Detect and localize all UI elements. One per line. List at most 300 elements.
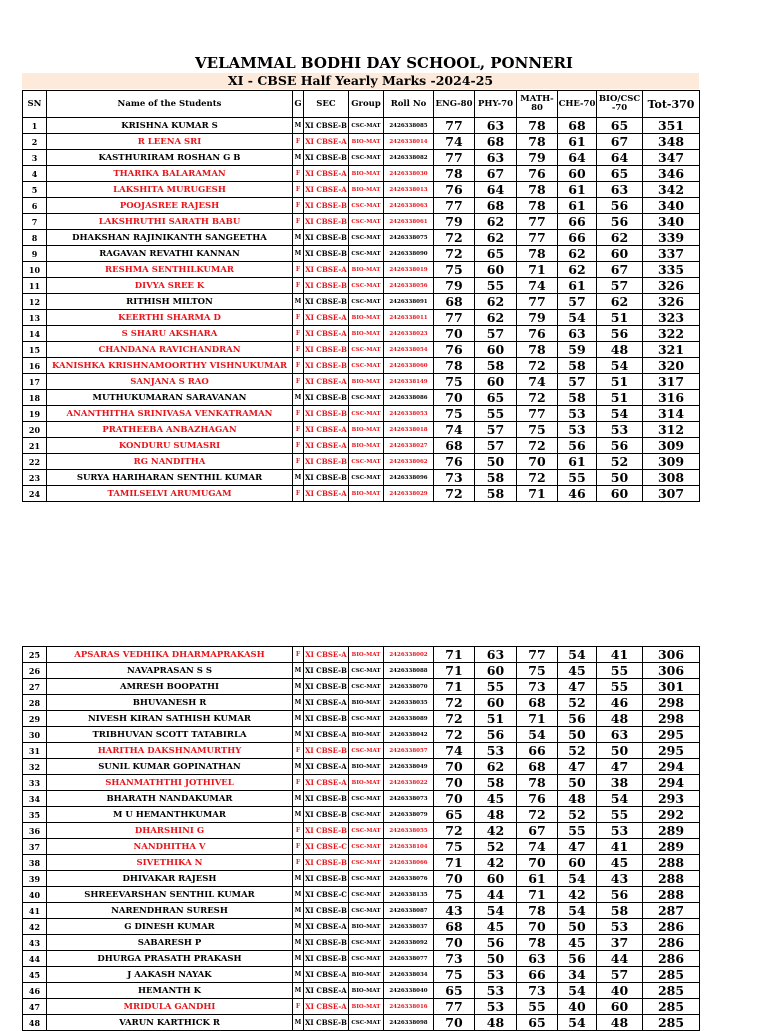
cell-group: CSC-MAT xyxy=(349,118,384,134)
cell-phy: 44 xyxy=(475,887,517,903)
cell-section: XI CBSE-A xyxy=(304,262,349,278)
cell-section: XI CBSE-B xyxy=(304,807,349,823)
cell-student-name: KANISHKA KRISHNAMOORTHY VISHNUKUMAR xyxy=(47,358,293,374)
cell-bio-csc: 62 xyxy=(597,230,643,246)
cell-roll-no: 2426338085 xyxy=(384,118,434,134)
cell-roll-no: 2426338019 xyxy=(384,262,434,278)
cell-sn: 25 xyxy=(23,647,47,663)
cell-che: 54 xyxy=(558,1015,597,1031)
cell-eng: 76 xyxy=(434,454,475,470)
cell-roll-no: 2426338037 xyxy=(384,919,434,935)
cell-student-name: AMRESH BOOPATHI xyxy=(47,679,293,695)
cell-student-name: M U HEMANTHKUMAR xyxy=(47,807,293,823)
cell-math: 76 xyxy=(517,326,558,342)
cell-math: 70 xyxy=(517,454,558,470)
cell-section: XI CBSE-A xyxy=(304,486,349,502)
cell-che: 48 xyxy=(558,791,597,807)
cell-section: XI CBSE-B xyxy=(304,1015,349,1031)
col-header-name: Name of the Students xyxy=(47,91,293,118)
cell-phy: 58 xyxy=(475,358,517,374)
cell-student-name: TAMILSELVI ARUMUGAM xyxy=(47,486,293,502)
cell-sn: 3 xyxy=(23,150,47,166)
cell-phy: 53 xyxy=(475,743,517,759)
cell-section: XI CBSE-B xyxy=(304,855,349,871)
cell-student-name: HARITHA DAKSHNAMURTHY xyxy=(47,743,293,759)
cell-total: 295 xyxy=(643,727,700,743)
cell-math: 72 xyxy=(517,470,558,486)
cell-phy: 51 xyxy=(475,711,517,727)
cell-eng: 77 xyxy=(434,150,475,166)
cell-gender: M xyxy=(293,727,304,743)
cell-roll-no: 2426338057 xyxy=(384,743,434,759)
cell-roll-no: 2426338092 xyxy=(384,935,434,951)
cell-roll-no: 2426338076 xyxy=(384,871,434,887)
cell-sn: 41 xyxy=(23,903,47,919)
cell-bio-csc: 56 xyxy=(597,198,643,214)
table-row xyxy=(23,486,700,502)
cell-group: CSC-MAT xyxy=(349,278,384,294)
table-row xyxy=(23,454,700,470)
cell-roll-no: 2426338034 xyxy=(384,967,434,983)
cell-eng: 74 xyxy=(434,743,475,759)
cell-gender: F xyxy=(293,454,304,470)
cell-sn: 43 xyxy=(23,935,47,951)
cell-student-name: J AAKASH NAYAK xyxy=(47,967,293,983)
cell-phy: 63 xyxy=(475,647,517,663)
cell-student-name: KASTHURIRAM ROSHAN G B xyxy=(47,150,293,166)
cell-roll-no: 2426338082 xyxy=(384,150,434,166)
cell-bio-csc: 55 xyxy=(597,663,643,679)
cell-group: CSC-MAT xyxy=(349,406,384,422)
cell-math: 71 xyxy=(517,711,558,727)
cell-student-name: SHANMATHTHI JOTHIVEL xyxy=(47,775,293,791)
cell-section: XI CBSE-B xyxy=(304,951,349,967)
cell-math: 66 xyxy=(517,743,558,759)
cell-sn: 7 xyxy=(23,214,47,230)
cell-gender: F xyxy=(293,775,304,791)
table-row xyxy=(23,711,700,727)
cell-phy: 45 xyxy=(475,791,517,807)
cell-student-name: KONDURU SUMASRI xyxy=(47,438,293,454)
table-row xyxy=(23,406,700,422)
cell-section: XI CBSE-A xyxy=(304,166,349,182)
cell-gender: M xyxy=(293,294,304,310)
col-header-section: SEC xyxy=(304,91,349,118)
cell-math: 65 xyxy=(517,1015,558,1031)
cell-student-name: POOJASREE RAJESH xyxy=(47,198,293,214)
cell-group: CSC-MAT xyxy=(349,150,384,166)
cell-math: 75 xyxy=(517,422,558,438)
cell-group: BIO-MAT xyxy=(349,695,384,711)
cell-total: 346 xyxy=(643,166,700,182)
col-header-bio-csc: BIO/CSC -70 xyxy=(597,91,643,118)
cell-roll-no: 2426338062 xyxy=(384,454,434,470)
cell-che: 45 xyxy=(558,663,597,679)
cell-phy: 62 xyxy=(475,230,517,246)
cell-student-name: SUNIL KUMAR GOPINATHAN xyxy=(47,759,293,775)
cell-bio-csc: 51 xyxy=(597,310,643,326)
cell-student-name: ANANTHITHA SRINIVASA VENKATRAMAN xyxy=(47,406,293,422)
cell-total: 312 xyxy=(643,422,700,438)
cell-section: XI CBSE-B xyxy=(304,342,349,358)
cell-che: 54 xyxy=(558,903,597,919)
cell-group: BIO-MAT xyxy=(349,374,384,390)
cell-total: 337 xyxy=(643,246,700,262)
cell-che: 61 xyxy=(558,454,597,470)
cell-phy: 62 xyxy=(475,310,517,326)
cell-eng: 68 xyxy=(434,919,475,935)
table-row xyxy=(23,663,700,679)
col-header-phy: PHY-70 xyxy=(475,91,517,118)
cell-gender: M xyxy=(293,230,304,246)
cell-phy: 52 xyxy=(475,839,517,855)
cell-che: 53 xyxy=(558,422,597,438)
table-row xyxy=(23,166,700,182)
cell-section: XI CBSE-B xyxy=(304,935,349,951)
cell-total: 340 xyxy=(643,214,700,230)
table-row xyxy=(23,727,700,743)
cell-group: CSC-MAT xyxy=(349,663,384,679)
cell-phy: 53 xyxy=(475,999,517,1015)
cell-group: CSC-MAT xyxy=(349,454,384,470)
cell-phy: 63 xyxy=(475,150,517,166)
cell-eng: 74 xyxy=(434,422,475,438)
cell-gender: M xyxy=(293,663,304,679)
cell-che: 46 xyxy=(558,486,597,502)
cell-math: 77 xyxy=(517,294,558,310)
cell-total: 348 xyxy=(643,134,700,150)
cell-bio-csc: 65 xyxy=(597,118,643,134)
cell-bio-csc: 60 xyxy=(597,246,643,262)
cell-total: 287 xyxy=(643,903,700,919)
cell-student-name: LAKSHRUTHI SARATH BABU xyxy=(47,214,293,230)
cell-math: 79 xyxy=(517,150,558,166)
cell-sn: 31 xyxy=(23,743,47,759)
cell-che: 68 xyxy=(558,118,597,134)
cell-group: CSC-MAT xyxy=(349,470,384,486)
cell-sn: 15 xyxy=(23,342,47,358)
cell-bio-csc: 67 xyxy=(597,134,643,150)
cell-roll-no: 2426338018 xyxy=(384,422,434,438)
cell-section: XI CBSE-C xyxy=(304,839,349,855)
cell-student-name: SANJANA S RAO xyxy=(47,374,293,390)
cell-eng: 75 xyxy=(434,374,475,390)
cell-eng: 68 xyxy=(434,294,475,310)
cell-bio-csc: 48 xyxy=(597,342,643,358)
cell-phy: 65 xyxy=(475,246,517,262)
cell-group: CSC-MAT xyxy=(349,198,384,214)
table-row xyxy=(23,470,700,486)
cell-sn: 35 xyxy=(23,807,47,823)
cell-total: 308 xyxy=(643,470,700,486)
table-row xyxy=(23,759,700,775)
cell-section: XI CBSE-A xyxy=(304,326,349,342)
cell-math: 78 xyxy=(517,342,558,358)
cell-eng: 73 xyxy=(434,470,475,486)
table-row xyxy=(23,807,700,823)
cell-roll-no: 2426338030 xyxy=(384,166,434,182)
cell-gender: F xyxy=(293,310,304,326)
cell-che: 54 xyxy=(558,647,597,663)
cell-group: BIO-MAT xyxy=(349,438,384,454)
cell-math: 61 xyxy=(517,871,558,887)
table-header-row xyxy=(23,91,700,118)
cell-gender: M xyxy=(293,983,304,999)
cell-student-name: THARIKA BALARAMAN xyxy=(47,166,293,182)
cell-group: CSC-MAT xyxy=(349,807,384,823)
col-header-eng: ENG-80 xyxy=(434,91,475,118)
cell-phy: 42 xyxy=(475,823,517,839)
cell-gender: F xyxy=(293,839,304,855)
cell-sn: 46 xyxy=(23,983,47,999)
cell-total: 286 xyxy=(643,919,700,935)
cell-eng: 70 xyxy=(434,759,475,775)
table-row xyxy=(23,422,700,438)
cell-roll-no: 2426338089 xyxy=(384,711,434,727)
cell-eng: 72 xyxy=(434,246,475,262)
col-header-gender: G xyxy=(293,91,304,118)
cell-section: XI CBSE-B xyxy=(304,823,349,839)
cell-gender: F xyxy=(293,486,304,502)
cell-section: XI CBSE-B xyxy=(304,198,349,214)
table-row xyxy=(23,438,700,454)
cell-bio-csc: 64 xyxy=(597,150,643,166)
cell-math: 78 xyxy=(517,182,558,198)
cell-total: 293 xyxy=(643,791,700,807)
table-row xyxy=(23,118,700,134)
cell-gender: M xyxy=(293,1015,304,1031)
cell-section: XI CBSE-A xyxy=(304,967,349,983)
cell-bio-csc: 43 xyxy=(597,871,643,887)
cell-math: 74 xyxy=(517,374,558,390)
cell-eng: 72 xyxy=(434,230,475,246)
cell-sn: 13 xyxy=(23,310,47,326)
cell-group: BIO-MAT xyxy=(349,647,384,663)
cell-gender: F xyxy=(293,743,304,759)
cell-group: CSC-MAT xyxy=(349,246,384,262)
cell-section: XI CBSE-A xyxy=(304,310,349,326)
cell-section: XI CBSE-B xyxy=(304,246,349,262)
cell-math: 77 xyxy=(517,647,558,663)
cell-gender: M xyxy=(293,470,304,486)
cell-phy: 48 xyxy=(475,1015,517,1031)
cell-sn: 24 xyxy=(23,486,47,502)
cell-sn: 34 xyxy=(23,791,47,807)
table-row xyxy=(23,294,700,310)
cell-bio-csc: 38 xyxy=(597,775,643,791)
cell-group: BIO-MAT xyxy=(349,262,384,278)
cell-gender: M xyxy=(293,951,304,967)
table-row xyxy=(23,246,700,262)
table-row xyxy=(23,358,700,374)
cell-gender: M xyxy=(293,118,304,134)
cell-eng: 75 xyxy=(434,839,475,855)
cell-gender: F xyxy=(293,999,304,1015)
cell-total: 285 xyxy=(643,1015,700,1031)
cell-phy: 62 xyxy=(475,214,517,230)
cell-section: XI CBSE-A xyxy=(304,182,349,198)
cell-bio-csc: 57 xyxy=(597,967,643,983)
cell-group: BIO-MAT xyxy=(349,983,384,999)
cell-sn: 37 xyxy=(23,839,47,855)
cell-sn: 42 xyxy=(23,919,47,935)
cell-section: XI CBSE-B xyxy=(304,470,349,486)
cell-che: 55 xyxy=(558,470,597,486)
cell-total: 285 xyxy=(643,967,700,983)
cell-roll-no: 2426338091 xyxy=(384,294,434,310)
marks-table-1 xyxy=(22,90,700,502)
cell-bio-csc: 54 xyxy=(597,406,643,422)
cell-student-name: SABARESH P xyxy=(47,935,293,951)
cell-sn: 21 xyxy=(23,438,47,454)
cell-group: CSC-MAT xyxy=(349,230,384,246)
cell-bio-csc: 56 xyxy=(597,326,643,342)
cell-group: BIO-MAT xyxy=(349,422,384,438)
cell-roll-no: 2426338098 xyxy=(384,1015,434,1031)
cell-total: 342 xyxy=(643,182,700,198)
cell-eng: 78 xyxy=(434,166,475,182)
table-row xyxy=(23,310,700,326)
cell-student-name: APSARAS VEDHIKA DHARMAPRAKASH xyxy=(47,647,293,663)
cell-eng: 73 xyxy=(434,951,475,967)
cell-roll-no: 2426338075 xyxy=(384,230,434,246)
cell-eng: 70 xyxy=(434,390,475,406)
table-row xyxy=(23,182,700,198)
cell-student-name: DHIVAKAR RAJESH xyxy=(47,871,293,887)
cell-eng: 71 xyxy=(434,647,475,663)
cell-student-name: RITHISH MILTON xyxy=(47,294,293,310)
cell-phy: 60 xyxy=(475,871,517,887)
cell-che: 53 xyxy=(558,406,597,422)
cell-eng: 75 xyxy=(434,887,475,903)
cell-sn: 12 xyxy=(23,294,47,310)
table-row xyxy=(23,1015,700,1031)
cell-math: 73 xyxy=(517,983,558,999)
cell-eng: 70 xyxy=(434,935,475,951)
cell-total: 314 xyxy=(643,406,700,422)
cell-gender: M xyxy=(293,919,304,935)
marks-table-2 xyxy=(22,646,700,1031)
cell-group: CSC-MAT xyxy=(349,743,384,759)
cell-eng: 70 xyxy=(434,1015,475,1031)
cell-roll-no: 2426338049 xyxy=(384,759,434,775)
cell-bio-csc: 63 xyxy=(597,182,643,198)
cell-che: 47 xyxy=(558,759,597,775)
cell-phy: 48 xyxy=(475,807,517,823)
cell-section: XI CBSE-B xyxy=(304,454,349,470)
cell-math: 54 xyxy=(517,727,558,743)
cell-eng: 76 xyxy=(434,182,475,198)
cell-total: 295 xyxy=(643,743,700,759)
cell-total: 326 xyxy=(643,294,700,310)
cell-roll-no: 2426338073 xyxy=(384,791,434,807)
cell-gender: M xyxy=(293,711,304,727)
cell-group: BIO-MAT xyxy=(349,326,384,342)
cell-group: CSC-MAT xyxy=(349,214,384,230)
cell-total: 309 xyxy=(643,438,700,454)
cell-section: XI CBSE-A xyxy=(304,374,349,390)
cell-section: XI CBSE-A xyxy=(304,134,349,150)
cell-section: XI CBSE-A xyxy=(304,775,349,791)
cell-math: 78 xyxy=(517,935,558,951)
cell-bio-csc: 54 xyxy=(597,358,643,374)
cell-gender: F xyxy=(293,823,304,839)
cell-roll-no: 2426338086 xyxy=(384,390,434,406)
cell-math: 71 xyxy=(517,887,558,903)
cell-phy: 60 xyxy=(475,695,517,711)
cell-math: 73 xyxy=(517,679,558,695)
cell-che: 40 xyxy=(558,999,597,1015)
col-header-che: CHE-70 xyxy=(558,91,597,118)
table-row xyxy=(23,679,700,695)
cell-phy: 55 xyxy=(475,679,517,695)
cell-section: XI CBSE-B xyxy=(304,679,349,695)
cell-student-name: MRIDULA GANDHI xyxy=(47,999,293,1015)
cell-math: 71 xyxy=(517,262,558,278)
table-row xyxy=(23,230,700,246)
cell-gender: M xyxy=(293,967,304,983)
cell-section: XI CBSE-A xyxy=(304,695,349,711)
cell-section: XI CBSE-A xyxy=(304,919,349,935)
table-row xyxy=(23,935,700,951)
cell-eng: 71 xyxy=(434,679,475,695)
cell-group: CSC-MAT xyxy=(349,903,384,919)
cell-student-name: DHURGA PRASATH PRAKASH xyxy=(47,951,293,967)
cell-phy: 55 xyxy=(475,278,517,294)
cell-sn: 8 xyxy=(23,230,47,246)
cell-eng: 72 xyxy=(434,711,475,727)
cell-section: XI CBSE-A xyxy=(304,727,349,743)
cell-student-name: DHAKSHAN RAJINIKANTH SANGEETHA xyxy=(47,230,293,246)
cell-che: 60 xyxy=(558,166,597,182)
table-row xyxy=(23,791,700,807)
table-row xyxy=(23,967,700,983)
cell-sn: 40 xyxy=(23,887,47,903)
cell-sn: 44 xyxy=(23,951,47,967)
cell-phy: 62 xyxy=(475,759,517,775)
cell-che: 57 xyxy=(558,294,597,310)
cell-math: 75 xyxy=(517,663,558,679)
cell-section: XI CBSE-B xyxy=(304,871,349,887)
cell-sn: 4 xyxy=(23,166,47,182)
cell-group: BIO-MAT xyxy=(349,727,384,743)
cell-total: 326 xyxy=(643,278,700,294)
cell-eng: 72 xyxy=(434,727,475,743)
cell-math: 68 xyxy=(517,695,558,711)
cell-che: 50 xyxy=(558,775,597,791)
cell-student-name: NARENDHRAN SURESH xyxy=(47,903,293,919)
school-name: VELAMMAL BODHI DAY SCHOOL, PONNERI xyxy=(195,54,573,72)
cell-bio-csc: 41 xyxy=(597,647,643,663)
cell-sn: 38 xyxy=(23,855,47,871)
cell-bio-csc: 57 xyxy=(597,278,643,294)
cell-eng: 65 xyxy=(434,807,475,823)
cell-gender: M xyxy=(293,695,304,711)
cell-math: 76 xyxy=(517,166,558,182)
cell-roll-no: 2426338061 xyxy=(384,214,434,230)
table-row xyxy=(23,214,700,230)
cell-student-name: VARUN KARTHICK R xyxy=(47,1015,293,1031)
cell-che: 52 xyxy=(558,743,597,759)
cell-sn: 27 xyxy=(23,679,47,695)
cell-student-name: SURYA HARIHARAN SENTHIL KUMAR xyxy=(47,470,293,486)
cell-student-name: BHARATH NANDAKUMAR xyxy=(47,791,293,807)
cell-roll-no: 2426338042 xyxy=(384,727,434,743)
cell-sn: 39 xyxy=(23,871,47,887)
cell-roll-no: 2426338149 xyxy=(384,374,434,390)
cell-sn: 2 xyxy=(23,134,47,150)
cell-eng: 76 xyxy=(434,342,475,358)
